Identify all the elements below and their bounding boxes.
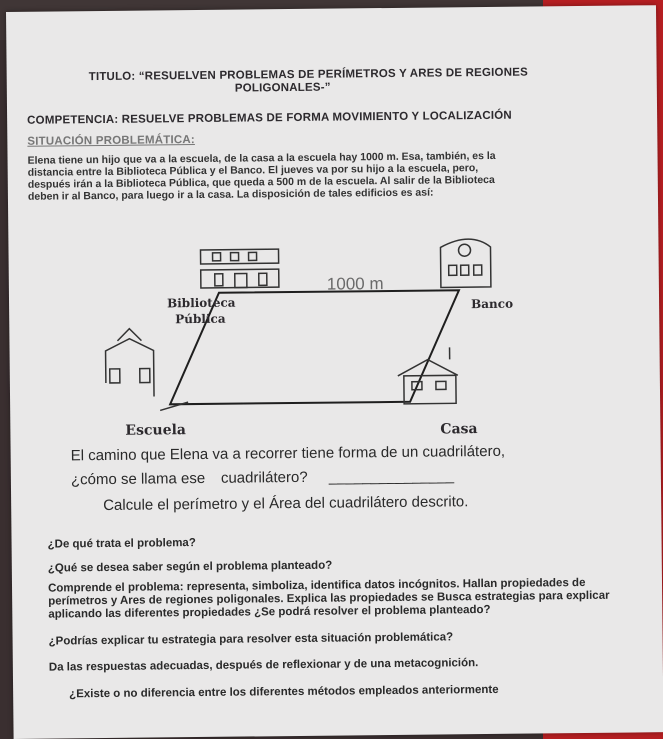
problem-line-3: después irán a la Biblioteca Pública, que queda a 500 m de la escuela. Al salir de la Biblioteca — [27, 173, 495, 191]
house-building-icon — [398, 347, 459, 404]
library-building-icon — [201, 249, 279, 288]
question-1: ¿De qué trata el problema? — [47, 537, 196, 551]
question-4: ¿Podrías explicar tu estrategia para resolver esta situación problemática? — [48, 631, 454, 648]
bank-building-icon — [440, 239, 490, 288]
worksheet-paper — [6, 5, 663, 739]
question-3-line-1: Comprende el problema: representa, simboliza, identifica datos incógnitos. Hallan propiedades de — [47, 576, 586, 595]
casa-label: Casa — [440, 421, 478, 438]
escuela-label: Escuela — [125, 422, 187, 439]
banco-label: Banco — [471, 296, 514, 312]
distance-label: 1000 m — [326, 274, 384, 294]
question-3-line-3: aplicando las diferentes propiedades ¿Se podrá resolver el problema planteado? — [48, 603, 491, 621]
title-line-2: POLIGONALES-” — [234, 81, 331, 95]
answer-blank: _______________ — [328, 467, 455, 486]
competencia-heading: COMPETENCIA: RESUELVE PROBLEMAS DE FORMA MOVIMIENTO Y LOCALIZACIÓN — [27, 109, 512, 127]
question-5: Da las respuestas adecuadas, después de reflexionar y de una metacognición. — [48, 657, 479, 674]
problem-line-1: Elena tiene un hijo que va a la escuela, de la casa a la escuela hay 1000 m. Esa, también, es la — [27, 149, 496, 167]
title-line-1: TITULO: “RESUELVEN PROBLEMAS DE PERÍMETROS Y ARES DE REGIONES — [88, 66, 528, 84]
problem-line-2: distancia entre la Biblioteca Pública y el Banco. El jueves va por su hijo a la escuela, pero, — [27, 162, 479, 179]
route-diagram — [8, 215, 660, 442]
question-6: ¿Existe o no diferencia entre los diferentes métodos empleados anteriormente — [69, 683, 499, 701]
situacion-heading: SITUACIÓN PROBLEMÁTICA: — [27, 134, 195, 148]
question-2: ¿Qué se desea saber según el problema planteado? — [47, 559, 333, 575]
problem-line-4: deben ir al Banco, para luego ir a la casa. La disposición de tales edificios es así: — [27, 186, 434, 203]
publica-label: Pública — [175, 311, 226, 327]
question-name-b: cuadrilátero? — [220, 468, 308, 487]
school-building-icon — [105, 328, 188, 411]
question-shape: El camino que Elena va a recorrer tiene forma de un cuadrilátero, — [70, 442, 506, 465]
question-3-line-2: perímetros y Ares de regiones poligonales. Explica las propiedades se Busca estrategias para explicar — [48, 589, 610, 608]
question-calculate: Calcule el perímetro y el Área del cuadrilátero descrito. — [103, 493, 469, 515]
question-name-a: ¿cómo se llama ese — [70, 469, 206, 489]
biblioteca-label: Biblioteca — [166, 295, 236, 311]
